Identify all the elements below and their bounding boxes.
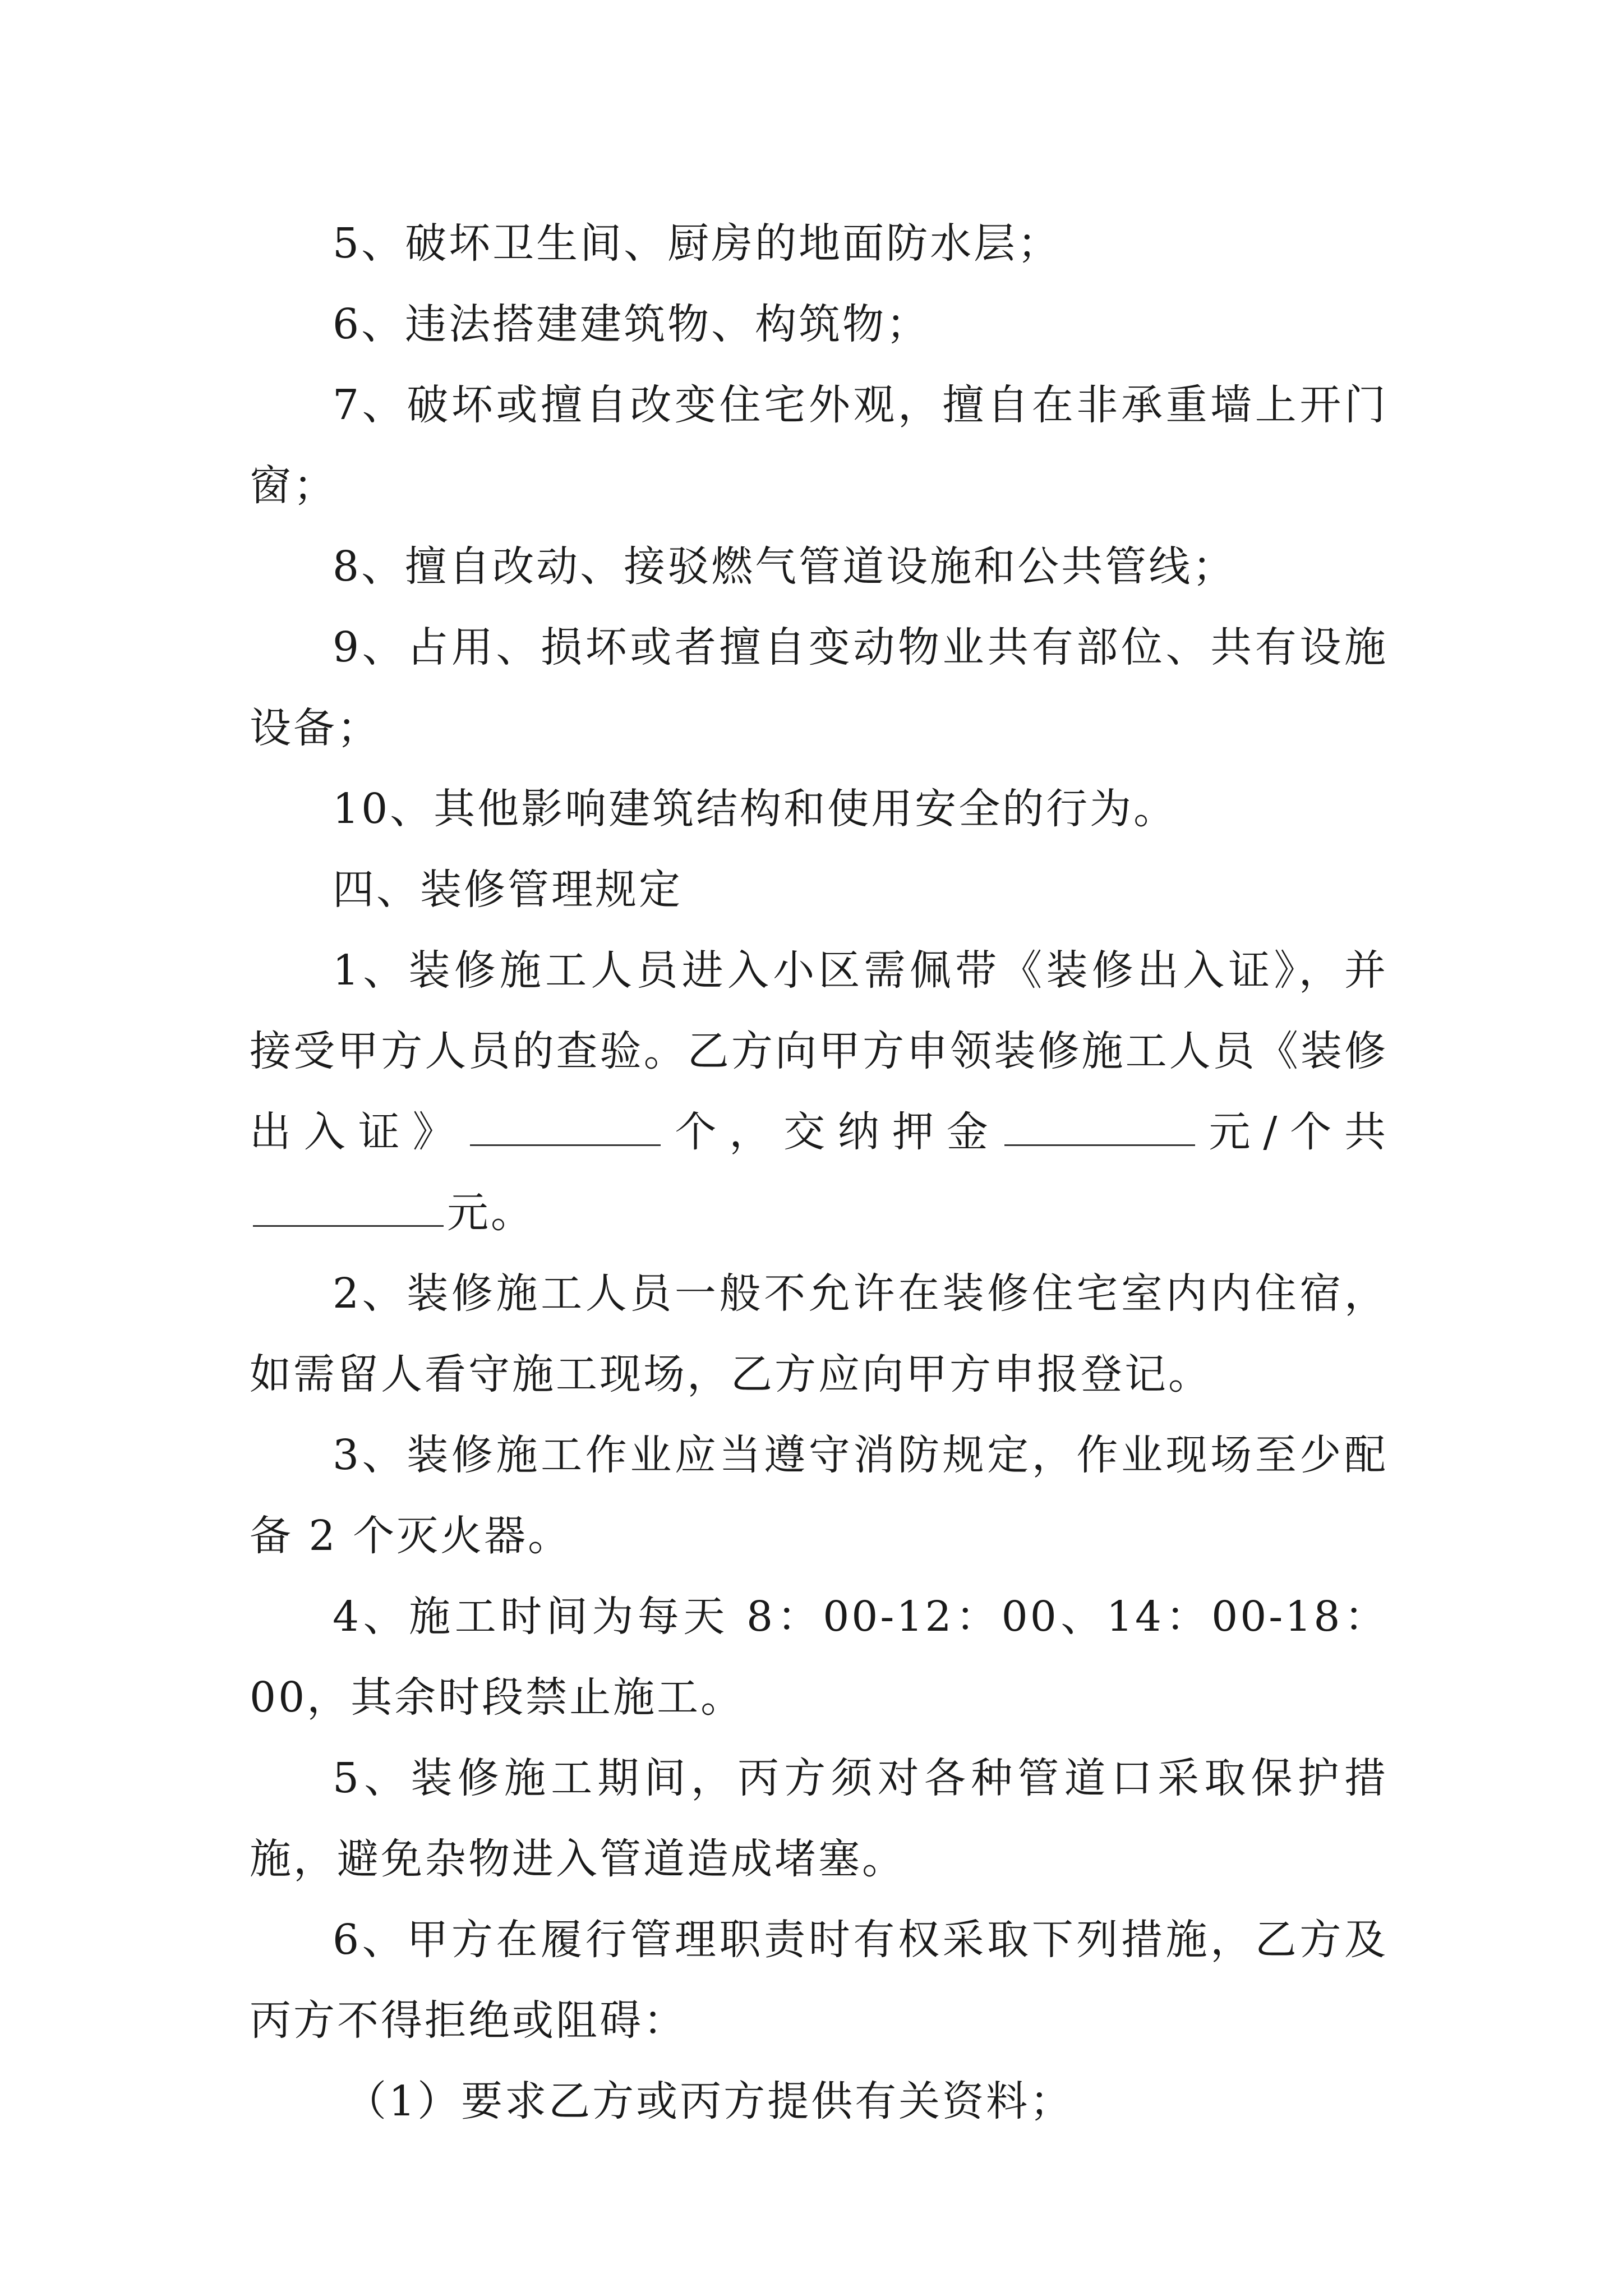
section-heading-decoration-rules: 四、装修管理规定	[333, 866, 683, 914]
paragraph-rule-4-hours: 4、施工时间为每天 8：00-12：00、14：00-18：00，其余时段禁止施工。	[250, 1593, 1388, 1722]
paragraph-rule-5-pipes: 5、装修施工期间，丙方须对各种管道口采取保护措施，避免杂物进入管道造成堵塞。	[250, 1754, 1388, 1883]
permit-count-blank[interactable]	[470, 1111, 661, 1146]
paragraph-item-9-shared-facilities: 9、占用、损坏或者擅自变动物业共有部位、共有设施设备；	[250, 623, 1388, 752]
paragraph-rule-6-measures: 6、甲方在履行管理职责时有权采取下列措施，乙方及丙方不得拒绝或阻碍：	[250, 1916, 1388, 2045]
paragraph-item-7-exterior: 7、破坏或擅自改变住宅外观，擅自在非承重墙上开门窗；	[250, 381, 1388, 510]
paragraph-rule-3-fire: 3、装修施工作业应当遵守消防规定，作业现场至少配备 2 个灭火器。	[250, 1431, 1388, 1560]
paragraph-rule-2-lodging: 2、装修施工人员一般不允许在装修住宅室内内住宿，如需留人看守施工现场，乙方应向甲方申报登记。	[250, 1269, 1388, 1398]
paragraph-item-5-waterproof: 5、破坏卫生间、厨房的地面防水层；	[333, 219, 1062, 268]
document-body	[250, 203, 1388, 2142]
rule-1-text: 1、装修施工人员进入小区需佩带《装修出入证》，并接受甲方人员的查验。乙方向甲方申领装修施工人员《装修出入证》	[250, 946, 1388, 1156]
deposit-amount-blank[interactable]	[1004, 1111, 1195, 1146]
paragraph-item-6-illegal-building: 6、违法搭建建筑物、构筑物；	[333, 300, 930, 348]
paragraph-item-8-gas-pipes: 8、擅自改动、接驳燃气管道设施和公共管线；	[333, 542, 1237, 591]
rule-1-text-b: 个，交纳押金	[664, 1108, 1001, 1156]
rule-1-text-d: 元。	[447, 1189, 534, 1237]
paragraph-rule-6-sub-1: （1）要求乙方或丙方提供有关资料；	[345, 2077, 1074, 2125]
paragraph-rule-1-permit	[250, 930, 1388, 1253]
paragraph-item-10-other: 10、其他影响建筑结构和使用安全的行为。	[333, 785, 1178, 833]
rule-1-text-c: 元/个共	[1198, 1108, 1389, 1156]
deposit-total-blank[interactable]	[253, 1191, 444, 1227]
